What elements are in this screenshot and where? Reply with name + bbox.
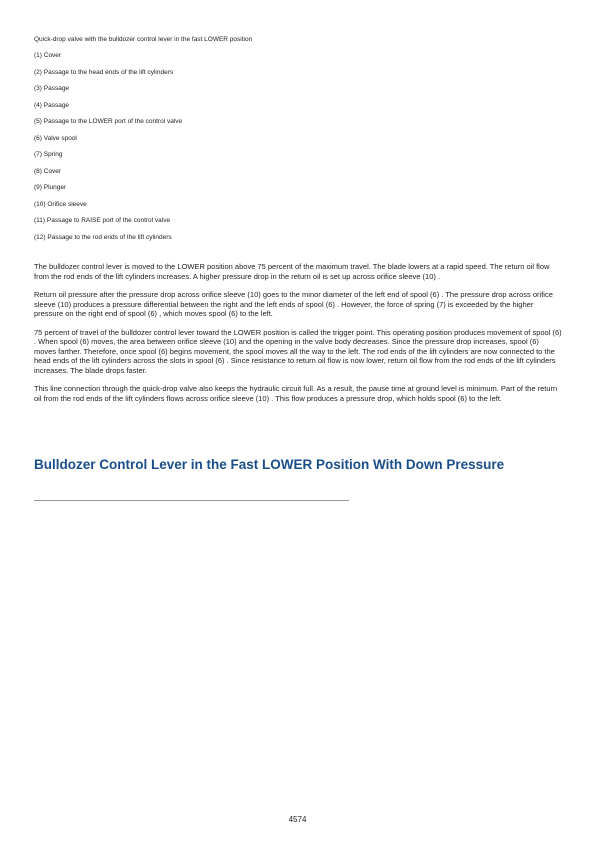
legend-item: (6) Valve spool [34, 134, 77, 142]
paragraph: 75 percent of travel of the bulldozer control lever toward the LOWER position is called the trigger point. This operating position produces movement of spool (6) . When spool (6) moves, the area between orifice sleeve (10) and the opening in the valve body decreases. Since the pressure drop increases, spool (6) moves farther. Therefore, once spool (6) begins movement, the spool moves all the way to the left. The rod ends of the lift cylinders are now connected to the head ends of the lift cylinders across the slots in spool (6) . Since resistance to return oil flow is now lower, return oil flow from the rod ends of the lift cylinders increases. The blade drops faster. [34, 327, 562, 375]
horizontal-rule [34, 500, 349, 501]
section-heading: Bulldozer Control Lever in the Fast LOWER Position With Down Pressure [34, 457, 505, 472]
paragraph: Return oil pressure after the pressure drop across orifice sleeve (10) goes to the minor diameter of the left end of spool (6) . The pressure drop across orifice sleeve (10) produces a pressure differential between the right and the left ends of spool (6) . However, the force of spring (7) is exceeded by the higher pressure on the right end of spool (6) , which moves spool (6) to the left. [34, 290, 553, 318]
legend-item: (2) Passage to the head ends of the lift cylinders [34, 68, 174, 76]
legend-item: (3) Passage [34, 85, 70, 92]
legend-item: (7) Spring [34, 151, 63, 158]
legend-item: (1) Cover [34, 52, 62, 59]
figure-caption: Quick-drop valve with the bulldozer control lever in the fast LOWER position [34, 36, 253, 43]
paragraph: The bulldozer control lever is moved to the LOWER position above 75 percent of the maximum travel. The blade lowers at a rapid speed. The return oil flow from the rod ends of the lift cylinders increases. A higher pressure drop in the return oil is set up across orifice sleeve (10) . [34, 262, 550, 281]
legend-item: (8) Cover [34, 167, 62, 175]
figure-legend [34, 52, 554, 250]
legend-item: (12) Passage to the rod ends of the lift cylinders [34, 233, 172, 241]
body-text [34, 262, 562, 412]
legend-item: (9) Plunger [34, 184, 67, 191]
paragraph: This line connection through the quick-drop valve also keeps the hydraulic circuit full. As a result, the pause time at ground level is minimum. Part of the return oil from the rod ends of the lift cylinders flows across orifice sleeve (10) . This flow produces a pressure drop, which holds spool (6) to the left. [34, 384, 558, 403]
legend-item: (10) Orifice sleeve [34, 200, 87, 208]
legend-item: (5) Passage to the LOWER port of the control valve [34, 118, 183, 125]
page-number: 4574 [288, 815, 307, 824]
legend-item: (4) Passage [34, 101, 70, 109]
legend-item: (11) Passage to RAISE port of the control valve [34, 217, 171, 224]
